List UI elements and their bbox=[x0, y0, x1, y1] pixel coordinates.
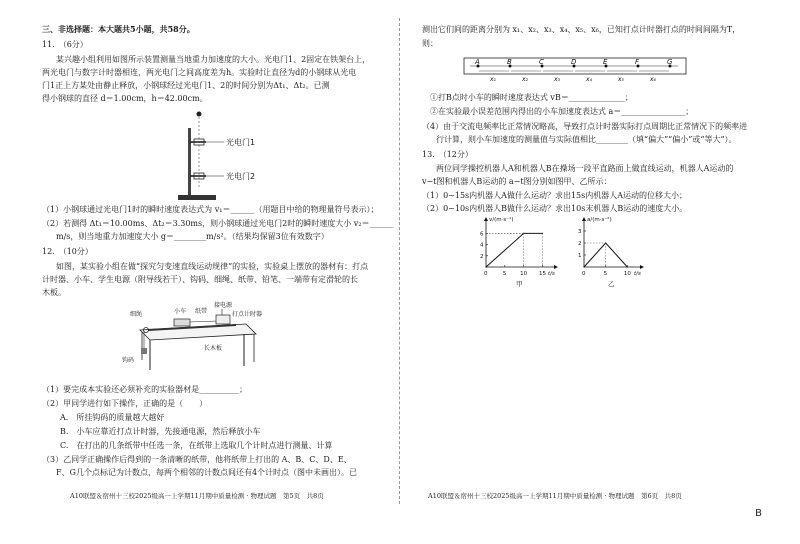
data-point-0 bbox=[485, 266, 486, 267]
tape-point-label-B: B bbox=[507, 58, 512, 66]
tape-segment-label-2: x₂ bbox=[522, 76, 528, 83]
x-tick-label-15: 15 bbox=[538, 271, 546, 277]
x-tick-label-5: 5 bbox=[502, 271, 507, 277]
socket-label: 接电源 bbox=[214, 302, 233, 309]
q12-sub4-a: （4）由于交流电频率比正常情况略高，导致打点计时器实际打点周期比正常情况下的频率进 bbox=[422, 122, 748, 131]
y-tick-label-6: 6 bbox=[480, 231, 484, 238]
q12-sub3-question-2: ②在实验最小误差范围内得出的小车加速度表达式 a＝________________； bbox=[430, 107, 694, 116]
board-label: 长木板 bbox=[204, 345, 223, 352]
tape-segment-label-6: x₆ bbox=[650, 76, 656, 83]
x-axis-arrow bbox=[554, 265, 558, 269]
chart-title: 乙 bbox=[608, 280, 615, 287]
y-axis-label: a/(m·s⁻²) bbox=[587, 217, 612, 223]
x-tick-label-0: 0 bbox=[484, 271, 488, 277]
q12-sub3-question-1: ①打B点时小车的瞬时速度表达式 vB＝______________； bbox=[430, 93, 633, 102]
q12-sub3-a: （3）乙同学正确操作后得到的一条清晰的纸带，他将纸带上打出的 A、B、C、D、E、 bbox=[42, 455, 352, 464]
q12-option-a: A. 所挂钩码的质量越大越好 bbox=[60, 413, 165, 422]
q12-heading: 12. （10分） bbox=[42, 247, 93, 256]
q12-sub3-b: F、G几个点标记为计数点，每两个相邻的计数点间还有4个计时点（图中未画出）。已 bbox=[56, 468, 358, 477]
q13-heading: 13. （12分） bbox=[422, 150, 473, 159]
section-title: 三、非选择题：本大题共5小题，共58分。 bbox=[42, 24, 195, 34]
x-axis-arrow bbox=[640, 265, 644, 269]
tape-point-label-G: G bbox=[667, 58, 673, 66]
series-line bbox=[486, 233, 542, 267]
gate1-label: 光电门1 bbox=[226, 138, 256, 147]
q11-intro-line-1: 某兴趣小组利用如图所示装置测量当地重力加速度的大小。光电门1、2固定在铁架台上， bbox=[56, 55, 371, 64]
q12-sub2: （2）甲同学进行如下操作，正确的是（ ） bbox=[42, 399, 208, 408]
q12-sub1: （1）要完成本实验还必须补充的实验器材是__________； bbox=[42, 385, 248, 394]
q11-intro-line-3: 门1正上方某处由静止释放，小钢球经过光电门1、2的时间分别为Δt₁、Δt₂。已测 bbox=[42, 81, 330, 90]
q11-sub2-a: （2）若测得 Δt₁＝10.00ms、Δt₂＝3.30ms，则小钢球通过光电门2时的瞬时速度大小 v₂＝______ bbox=[42, 219, 394, 228]
q13-sub1: （1）0~15s内机器人A做什么运动？求出15s内机器人A运动的位移大小； bbox=[422, 191, 688, 200]
y-axis-label: v/(m·s⁻¹) bbox=[489, 217, 514, 223]
data-point-2 bbox=[627, 266, 628, 267]
gate2-label: 光电门2 bbox=[226, 172, 256, 181]
q12-sub4-b: 行计算，则小车加速度的测量值与实际值相比________（填“偏大”“偏小”或“等大”）。 bbox=[436, 135, 737, 144]
photogate-apparatus-figure bbox=[150, 108, 290, 204]
y-tick-label-3: 3 bbox=[578, 229, 582, 235]
q11-sub1: （1）小钢球通过光电门1时的瞬时速度表达式为 v₁＝______（用题目中给的物理量符号表示）； bbox=[42, 205, 379, 214]
right-footer: A10联盟＆宿州十三校2025级高一上学期11月期中质量检测 · 物理试题 第6页 共8页 bbox=[428, 492, 682, 500]
y-tick-label-1: 1 bbox=[578, 253, 582, 259]
y-tick-label-2: 2 bbox=[578, 241, 582, 247]
y-tick-label-4: 4 bbox=[480, 242, 484, 249]
x-tick-label-10: 10 bbox=[623, 271, 631, 277]
x-tick-label-0: 0 bbox=[582, 271, 586, 277]
left-footer: A10联盟＆宿州十三校2025级高一上学期11月期中质量检测 · 物理试题 第5页 共8页 bbox=[70, 492, 324, 500]
q13-sub2: （2）0~10s内机器人B做什么运动？求出10s末机器人B运动的速度大小。 bbox=[422, 204, 688, 213]
x-axis-label: t/s bbox=[634, 271, 641, 277]
at-chart-yi bbox=[570, 213, 650, 287]
tape-point-label-F: F bbox=[635, 58, 640, 66]
tape-point-label-A: A bbox=[475, 58, 480, 66]
tape-segment-label-5: x₅ bbox=[618, 76, 624, 83]
timer-label: 打点计时器 bbox=[232, 311, 263, 318]
q12-option-c: C. 在打出的几条纸带中任选一条，在纸带上选取几个计时点进行测量、计算 bbox=[60, 441, 333, 450]
chart-title: 甲 bbox=[516, 280, 523, 287]
q13-intro-a: 两位同学操控机器人A和机器人B在操场一段平直路面上做直线运动，机器人A运动的 bbox=[436, 164, 734, 173]
cart-timer-apparatus-figure bbox=[118, 300, 268, 376]
corner-mark: B bbox=[755, 508, 762, 519]
tape-segment-label-3: x₃ bbox=[554, 76, 560, 83]
q12-intro-line-3: 木板。 bbox=[42, 288, 66, 297]
tape-segment-label-1: x₁ bbox=[490, 76, 496, 83]
tape-point-label-E: E bbox=[603, 58, 608, 66]
tape-segment-label-4: x₄ bbox=[586, 76, 592, 83]
y-axis-arrow bbox=[582, 217, 586, 221]
tape-label: 纸带 bbox=[195, 308, 208, 315]
q12-continued-line-2: 则： bbox=[422, 39, 438, 48]
weight-label: 钩码 bbox=[122, 357, 135, 364]
q13-intro-b: v−t图和机器人B运动的 a−t图分别如图甲、乙所示： bbox=[422, 177, 612, 186]
right-page bbox=[400, 0, 800, 544]
q11-heading: 11. （6分） bbox=[42, 40, 88, 49]
q12-intro-line-1: 如图，某实验小组在做“探究匀变速直线运动规律”的实验，实验桌上摆放的器材有：打点 bbox=[56, 262, 369, 271]
x-tick-label-10: 10 bbox=[520, 271, 528, 277]
q11-intro-line-2: 两光电门与数字计时器相连，两光电门之间高度差为h。实验时让直径为d的小钢球从光电 bbox=[42, 68, 357, 77]
cart-label: 小车 bbox=[174, 308, 187, 315]
paper-tape-figure bbox=[462, 52, 688, 84]
q11-sub2-b: m/s，则当地重力加速度大小 g＝________m/s²。（结果均保留3位有效数字） bbox=[56, 232, 329, 241]
y-axis-arrow bbox=[484, 217, 488, 221]
rope-label: 细绳 bbox=[130, 311, 143, 318]
q12-intro-line-2: 计时器、小车、学生电源（附导线若干）、钩码、细绳、纸带、铅笔、一端带有定滑轮的长 bbox=[42, 275, 358, 284]
x-axis-label: t/s bbox=[548, 271, 555, 277]
tape-point-label-D: D bbox=[571, 58, 577, 66]
x-tick-label-5: 5 bbox=[603, 271, 608, 277]
q12-continued-line-1: 测出它们间的距离分别为 x₁、x₂、x₃、x₄、x₅、x₆，已知打点计时器打点的时间间隔为T， bbox=[422, 25, 741, 34]
data-point-0 bbox=[583, 266, 584, 267]
vt-chart-jia bbox=[472, 213, 564, 287]
q11-intro-line-4: 得小钢球的直径 d＝1.00cm，h＝42.00cm。 bbox=[42, 94, 208, 103]
y-tick-label-2: 2 bbox=[480, 253, 484, 260]
tape-point-label-C: C bbox=[539, 58, 544, 66]
q12-option-b: B. 小车应靠近打点计时器，先接通电源，然后释放小车 bbox=[60, 427, 261, 436]
